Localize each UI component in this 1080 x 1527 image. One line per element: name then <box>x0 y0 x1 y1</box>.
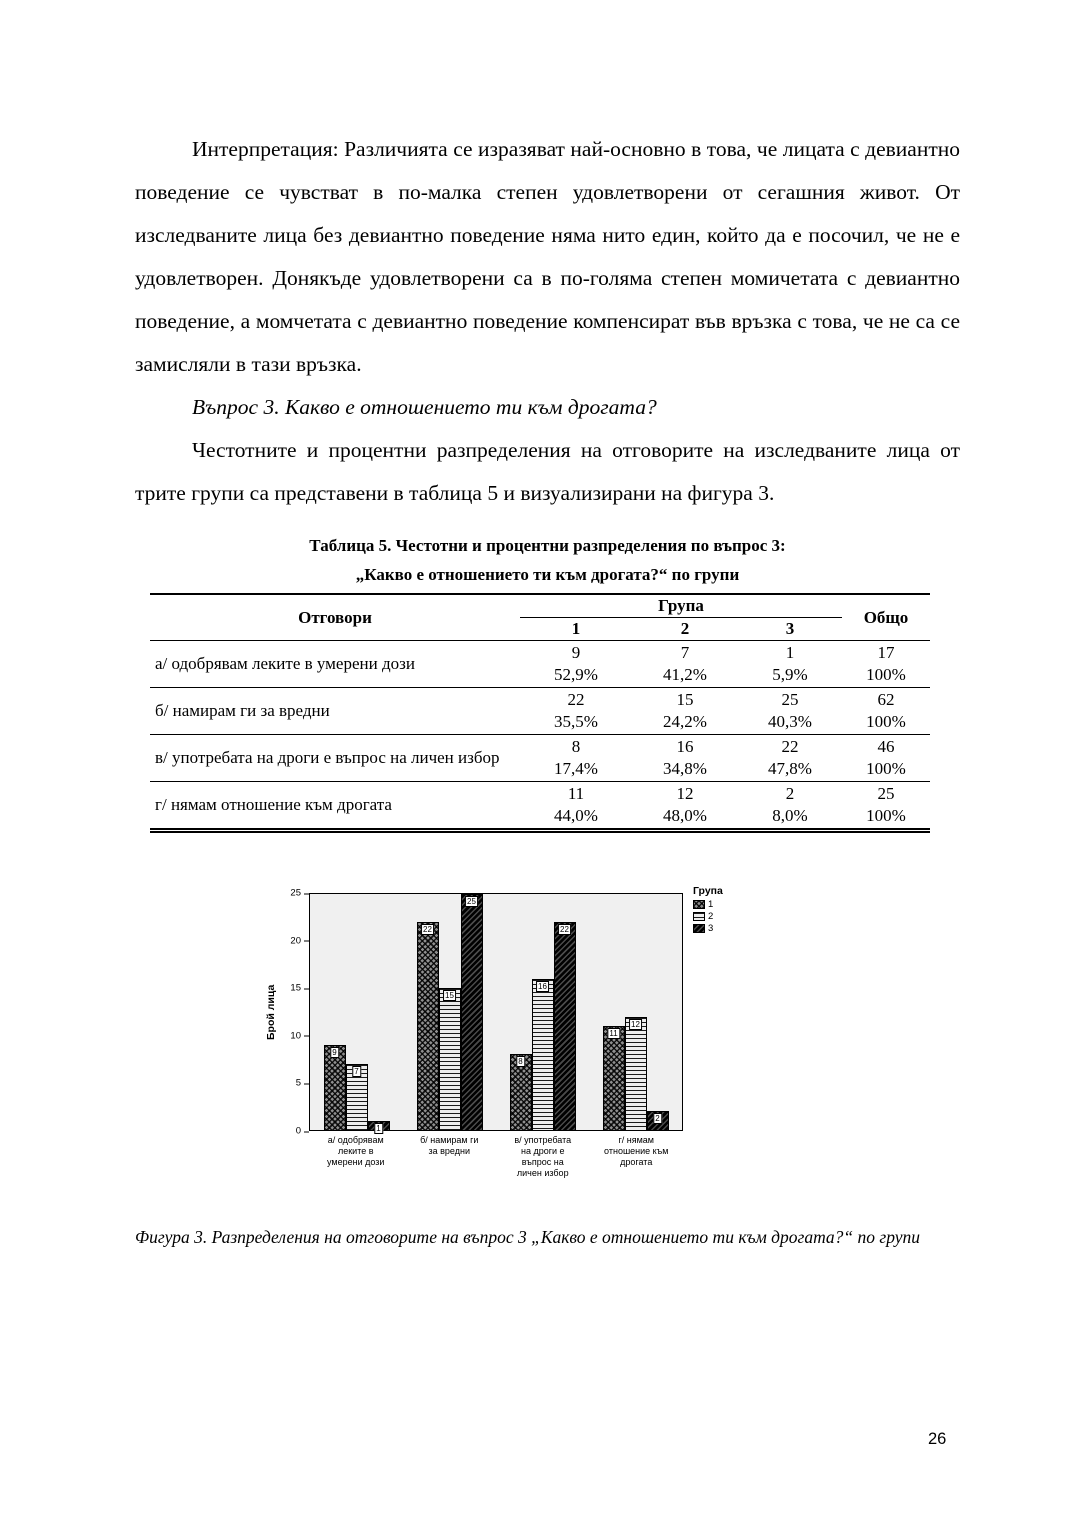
y-axis-tick: 15 <box>290 982 301 994</box>
count-value: 46 <box>877 737 895 756</box>
count-value: 22 <box>567 690 585 709</box>
bar-group3 <box>554 922 576 1130</box>
x-axis-label: б/ намирам ги за вредни <box>420 1135 479 1156</box>
value-cell <box>632 782 738 831</box>
bar-group1 <box>417 922 439 1130</box>
percent-value: 44,0% <box>554 806 598 825</box>
count-value: 2 <box>785 784 795 803</box>
count-value: 16 <box>676 737 694 756</box>
count-value: 1 <box>785 643 795 662</box>
paragraph-interpretation: Интерпретация: Различията се изразяват най-основно в това, че лицата с девиантно поведение се чувстват в по-малка степен удовлетворени от сегашния живот. От изследваните лица без девиантно поведение няма нито един, който да е посочил, че не е удовлетворен. Донякъде удовлетворени са в по-голяма степен момичетата с девиантно поведение, а момчетата с девиантно поведение компенсират във връзка с това, че не са се замисляли в тази връзка. <box>135 137 960 376</box>
bar-value-label: 11 <box>607 1028 620 1039</box>
legend-label: 3 <box>708 923 714 934</box>
bar-group2 <box>625 1017 647 1130</box>
table-body <box>150 641 930 831</box>
bar-value-label: 12 <box>629 1019 643 1030</box>
count-value: 22 <box>781 737 799 756</box>
x-axis-label: в/ употребата на дроги е въпрос на личен избор <box>514 1135 572 1178</box>
value-cell <box>520 641 632 688</box>
chart-legend <box>693 885 723 935</box>
bar-group3 <box>461 894 483 1130</box>
bar-group <box>403 894 496 1130</box>
percent-value: 40,3% <box>768 712 812 731</box>
percent-value: 41,2% <box>663 665 707 684</box>
bar-group1 <box>324 1045 346 1130</box>
y-axis-tick: 25 <box>290 887 301 899</box>
bar-value-label: 7 <box>352 1066 361 1077</box>
bar-value-label: 22 <box>558 924 572 935</box>
percent-value: 52,9% <box>554 665 598 684</box>
bar-value-label: 8 <box>516 1056 525 1067</box>
bar-group <box>310 894 403 1133</box>
header-group: Група <box>520 594 842 618</box>
x-axis-label: а/ одобрявам леките в умерени дози <box>327 1135 385 1167</box>
y-axis-tick: 0 <box>295 1125 301 1137</box>
paragraph-intro: Честотните и процентни разпределения на отговорите на изследваните лица от трите групи са представени в таблица 5 и визуализирани на фигура 3. <box>135 438 960 505</box>
answer-label-cell: г/ нямам отношение към дрогата <box>155 795 392 814</box>
table-title <box>135 531 960 589</box>
chart-legend-items <box>693 899 723 934</box>
bar-group3 <box>647 1111 669 1130</box>
header-group-2: 2 <box>680 619 690 638</box>
header-group-3: 3 <box>785 619 795 638</box>
legend-item <box>693 923 723 934</box>
count-value: 62 <box>877 690 895 709</box>
legend-swatch <box>693 924 705 933</box>
legend-item <box>693 911 723 922</box>
value-cell <box>632 688 738 735</box>
value-cell <box>842 688 930 735</box>
value-cell <box>738 641 842 688</box>
question-heading: Въпрос 3. Какво е отношението ти към дрогата? <box>192 395 657 419</box>
count-value: 25 <box>781 690 799 709</box>
answer-label-cell: а/ одобрявам леките в умерени дози <box>155 654 415 673</box>
x-axis-label: г/ нямам отношение към дрогата <box>604 1135 669 1167</box>
percent-value: 48,0% <box>663 806 707 825</box>
header-total: Общо <box>863 607 909 627</box>
percent-value: 100% <box>866 665 906 684</box>
count-value: 8 <box>571 737 581 756</box>
percent-value: 24,2% <box>663 712 707 731</box>
bar-group2 <box>439 988 461 1130</box>
count-value: 9 <box>571 643 581 662</box>
header-answers: Отговори <box>298 607 372 627</box>
bar-value-label: 22 <box>421 924 435 935</box>
percent-value: 100% <box>866 759 906 778</box>
value-cell <box>842 782 930 831</box>
bar-group1 <box>603 1026 625 1130</box>
bar-value-label: 16 <box>536 981 550 992</box>
y-axis-title: Брой лица <box>265 984 277 1040</box>
value-cell <box>842 641 930 688</box>
frequency-table <box>150 593 930 833</box>
bar-value-label: 2 <box>653 1113 662 1124</box>
bar-value-label: 25 <box>465 896 479 907</box>
figure-3-chart <box>263 879 743 1191</box>
value-cell <box>520 782 632 831</box>
table-row <box>150 735 930 782</box>
value-cell <box>738 782 842 831</box>
bar-group <box>496 894 589 1130</box>
count-value: 25 <box>877 784 895 803</box>
percent-value: 34,8% <box>663 759 707 778</box>
y-axis-tick: 10 <box>290 1030 301 1042</box>
bar-group <box>589 894 682 1130</box>
legend-item <box>693 899 723 910</box>
chart-x-labels <box>309 1135 683 1179</box>
legend-label: 1 <box>708 899 714 910</box>
page-number: 26 <box>928 1430 947 1448</box>
answer-label-cell: б/ намирам ги за вредни <box>155 701 330 720</box>
count-value: 17 <box>877 643 895 662</box>
legend-swatch <box>693 900 705 909</box>
value-cell <box>738 735 842 782</box>
legend-swatch <box>693 912 705 921</box>
table-title-line1: Таблица 5. Честотни и процентни разпределения по въпрос 3: <box>309 536 786 555</box>
value-cell <box>520 688 632 735</box>
value-cell <box>520 735 632 782</box>
count-value: 15 <box>676 690 694 709</box>
table-title-line2: „Какво е отношението ти към дрогата?“ по групи <box>355 565 740 584</box>
figure-caption: Фигура 3. Разпределения на отговорите на въпрос 3 „Какво е отношението ти към дрогата?“ по групи <box>135 1227 921 1247</box>
bar-group3 <box>368 1121 390 1133</box>
count-value: 12 <box>676 784 694 803</box>
table-header <box>150 594 930 641</box>
y-axis-tick: 5 <box>295 1077 301 1089</box>
percent-value: 5,9% <box>772 665 808 684</box>
percent-value: 47,8% <box>768 759 812 778</box>
chart-plot <box>309 893 683 1131</box>
legend-label: 2 <box>708 911 714 922</box>
percent-value: 17,4% <box>554 759 598 778</box>
table-row <box>150 782 930 831</box>
percent-value: 100% <box>866 806 906 825</box>
answer-label-cell: в/ употребата на дроги е въпрос на личен избор <box>155 748 500 767</box>
bar-group2 <box>346 1064 368 1130</box>
y-axis-tick: 20 <box>290 935 301 947</box>
header-group-1: 1 <box>571 619 581 638</box>
bar-value-label: 1 <box>374 1123 383 1134</box>
value-cell <box>738 688 842 735</box>
percent-value: 35,5% <box>554 712 598 731</box>
count-value: 11 <box>567 784 585 803</box>
table-row <box>150 641 930 688</box>
bar-value-label: 9 <box>330 1047 339 1058</box>
legend-title: Група <box>693 885 723 897</box>
percent-value: 8,0% <box>772 806 808 825</box>
count-value: 7 <box>680 643 690 662</box>
value-cell <box>842 735 930 782</box>
bar-group1 <box>510 1054 532 1130</box>
value-cell <box>632 641 738 688</box>
bar-group2 <box>532 979 554 1130</box>
chart-y-axis <box>275 887 309 1137</box>
value-cell <box>632 735 738 782</box>
bar-value-label: 15 <box>443 990 457 1001</box>
percent-value: 100% <box>866 712 906 731</box>
table-row <box>150 688 930 735</box>
